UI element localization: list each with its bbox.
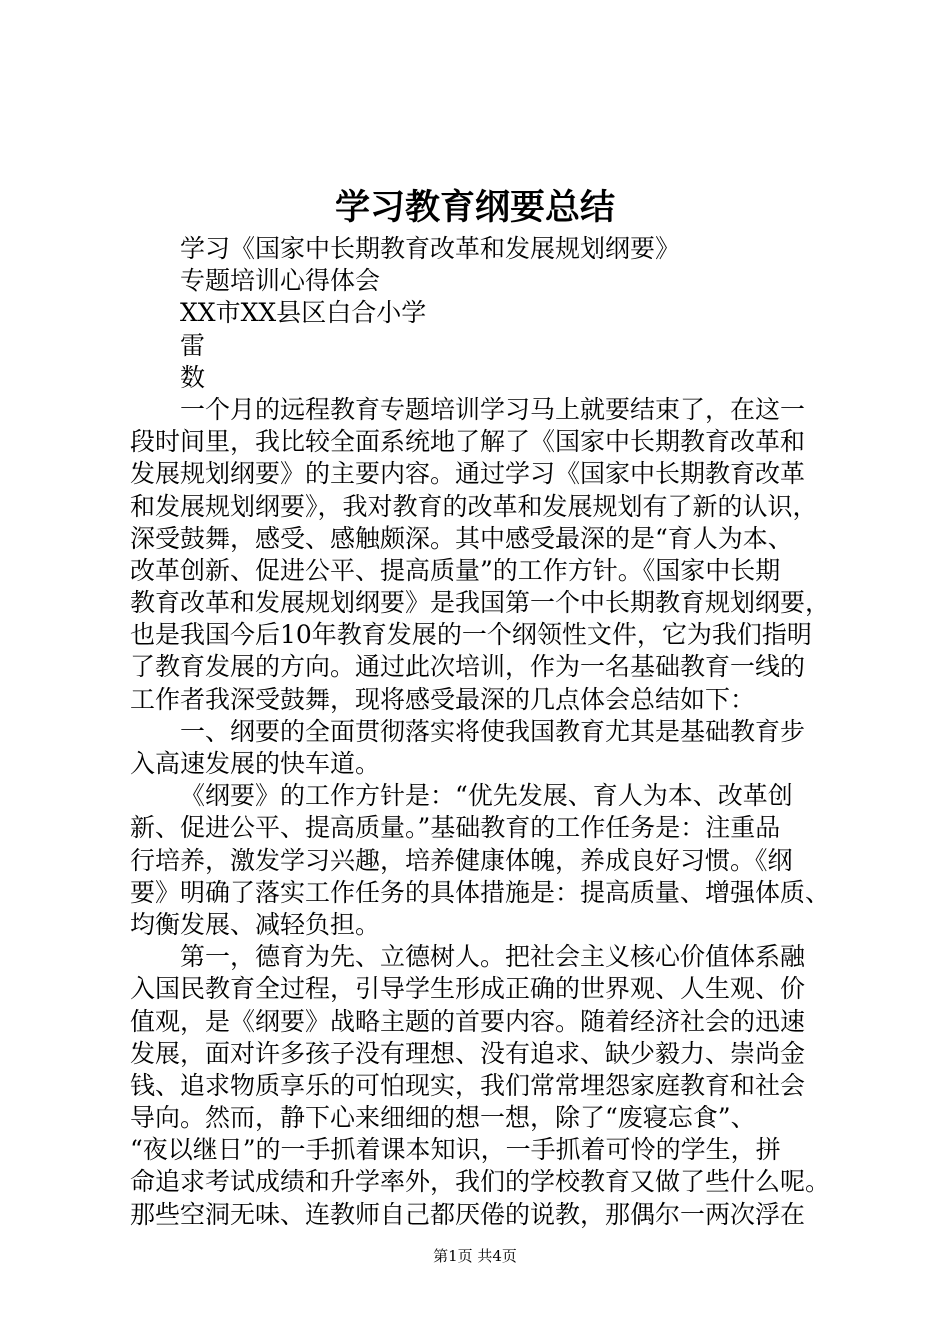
- paragraph-line: 那些空洞无味、连教师自己都厌倦的说教，那偶尔一两次浮在: [130, 1199, 806, 1229]
- paragraph-line: 均衡发展、减轻负担。: [130, 909, 381, 939]
- document-body: [130, 233, 830, 1231]
- paragraph-line: 发展，面对许多孩子没有理想、没有追求、缺少毅力、崇尚金: [130, 1038, 806, 1068]
- paragraph-line: 入国民教育全过程，引导学生形成正确的世界观、人生观、价: [130, 974, 806, 1004]
- paragraph-line: 命追求考试成绩和升学率外，我们的学校教育又做了些什么呢。: [130, 1167, 831, 1197]
- paragraph-line: 段时间里，我比较全面系统地了解了《国家中长期教育改革和: [130, 427, 806, 457]
- author-name-line: 雷: [180, 330, 206, 360]
- paragraph-line: 第一，德育为先、立德树人。把社会主义核心价值体系融: [180, 942, 806, 972]
- paragraph-line: 发展规划纲要》的主要内容。通过学习《国家中长期教育改革: [130, 459, 806, 489]
- paragraph-line: 也是我国今后10年教育发展的一个纲领性文件，它为我们指明: [130, 620, 812, 650]
- paragraph-line: 要》明确了落实工作任务的具体措施是：提高质量、增强体质、: [130, 877, 831, 907]
- paragraph-line: 值观，是《纲要》战略主题的首要内容。随着经济社会的迅速: [130, 1006, 806, 1036]
- heading-line: 学习《国家中长期教育改革和发展规划纲要》: [180, 234, 681, 263]
- paragraph-line: 行培养，激发学习兴趣，培养健康体魄，养成良好习惯。《纲: [130, 845, 793, 875]
- paragraph-line: 深受鼓舞，感受、感触颇深。其中感受最深的是“育人为本、: [130, 523, 793, 553]
- heading-line: 专题培训心得体会: [180, 266, 381, 296]
- paragraph-line: 新、促进公平、提高质量。”基础教育的工作任务是：注重品: [130, 813, 781, 843]
- paragraph-line: 入高速发展的快车道。: [130, 749, 381, 778]
- page-number-footer: 第1页 共4页: [433, 1247, 517, 1265]
- author-name-line: 数: [180, 362, 206, 392]
- paragraph-line: 《纲要》的工作方针是：“优先发展、育人为本、改革创: [180, 781, 793, 811]
- paragraph-line: 工作者我深受鼓舞，现将感受最深的几点体会总结如下：: [130, 684, 756, 714]
- paragraph-line: 钱、追求物质享乐的可怕现实，我们常常埋怨家庭教育和社会: [130, 1070, 806, 1100]
- paragraph-line: 改革创新、促进公平、提高质量”的工作方针。《国家中长期: [130, 555, 781, 585]
- paragraph-line: 教育改革和发展规划纲要》是我国第一个中长期教育规划纲要，: [130, 588, 831, 618]
- paragraph-line: 一、纲要的全面贯彻落实将使我国教育尤其是基础教育步: [180, 716, 806, 746]
- paragraph-line: 一个月的远程教育专题培训学习马上就要结束了，在这一: [180, 394, 806, 424]
- paragraph-line: 导向。然而，静下心来细细的想一想，除了“废寝忘食”、: [130, 1103, 756, 1133]
- author-school: XX市XX县区白合小学: [180, 298, 427, 328]
- paragraph-line: “夜以继日”的一手抓着课本知识，一手抓着可怜的学生，拼: [130, 1135, 781, 1165]
- document-title: 学习教育纲要总结: [334, 187, 615, 228]
- paragraph-line: 和发展规划纲要》，我对教育的改革和发展规划有了新的认识，: [130, 491, 818, 521]
- paragraph-line: 了教育发展的方向。通过此次培训，作为一名基础教育一线的: [130, 652, 806, 682]
